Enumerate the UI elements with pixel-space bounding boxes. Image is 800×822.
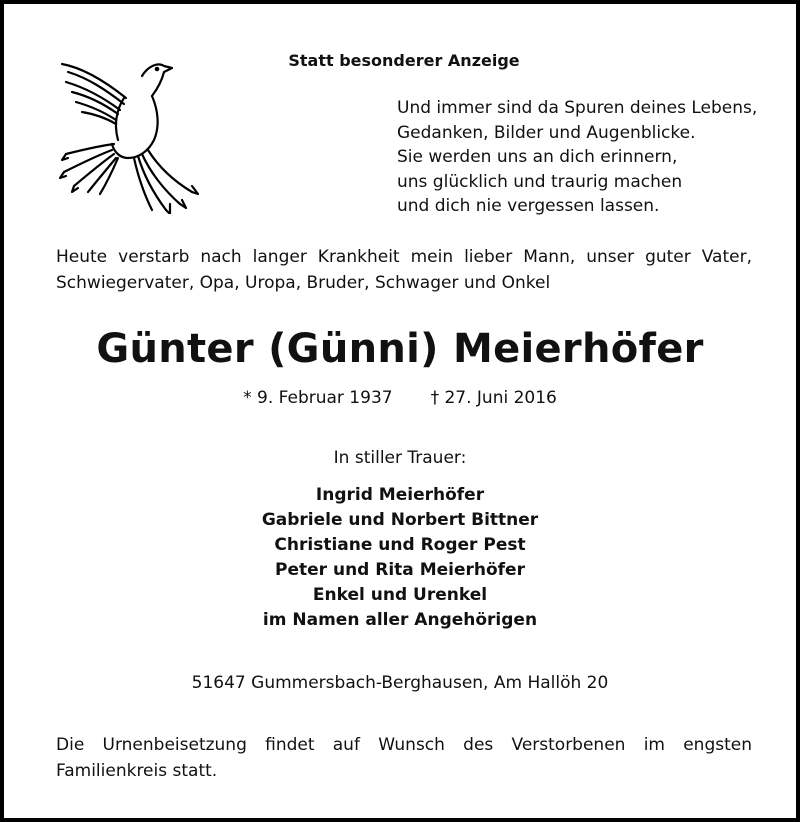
notice-label: Statt besonderer Anzeige [288,51,520,70]
mourning-label: In stiller Trauer: [333,448,467,468]
address: 51647 Gummersbach-Berghausen, Am Hallöh 20 [191,673,609,693]
mourner-name: Christiane und Roger Pest [274,535,526,555]
poem-line: und dich nie vergessen lassen. [397,196,660,216]
poem-line: Und immer sind da Spuren deines Lebens, [397,98,758,118]
life-dates [4,388,796,408]
poem-line: Sie werden uns an dich erinnern, [397,147,678,167]
poem-line: uns glücklich und traurig machen [397,171,683,192]
mourner-name: Enkel und Urenkel [312,585,488,605]
mourner-name: Ingrid Meierhöfer [315,485,485,505]
birth-date: * 9. Februar 1937 [243,388,393,408]
closing-text: Die Urnenbeisetzung findet auf Wunsch des Verstorbenen im engsten Familienkreis statt. [56,735,752,781]
poem-line: Gedanken, Bilder und Augenblicke. [397,122,696,143]
mourner-name: Peter und Rita Meierhöfer [275,560,525,580]
deceased-name: Günter (Günni) Meierhöfer [96,326,704,372]
death-date: † 27. Juni 2016 [430,388,557,408]
mourners-list [4,483,796,633]
mourner-name: Gabriele und Norbert Bittner [261,510,539,530]
intro-text: Heute verstarb nach langer Krankheit mein lieber Mann, unser guter Vater, Schwiegervater, Opa, Uropa, Bruder, Schwager und Onkel [56,247,752,293]
mourner-name: im Namen aller Angehörigen [262,610,538,630]
dove-icon [54,54,200,214]
poem [397,96,757,219]
